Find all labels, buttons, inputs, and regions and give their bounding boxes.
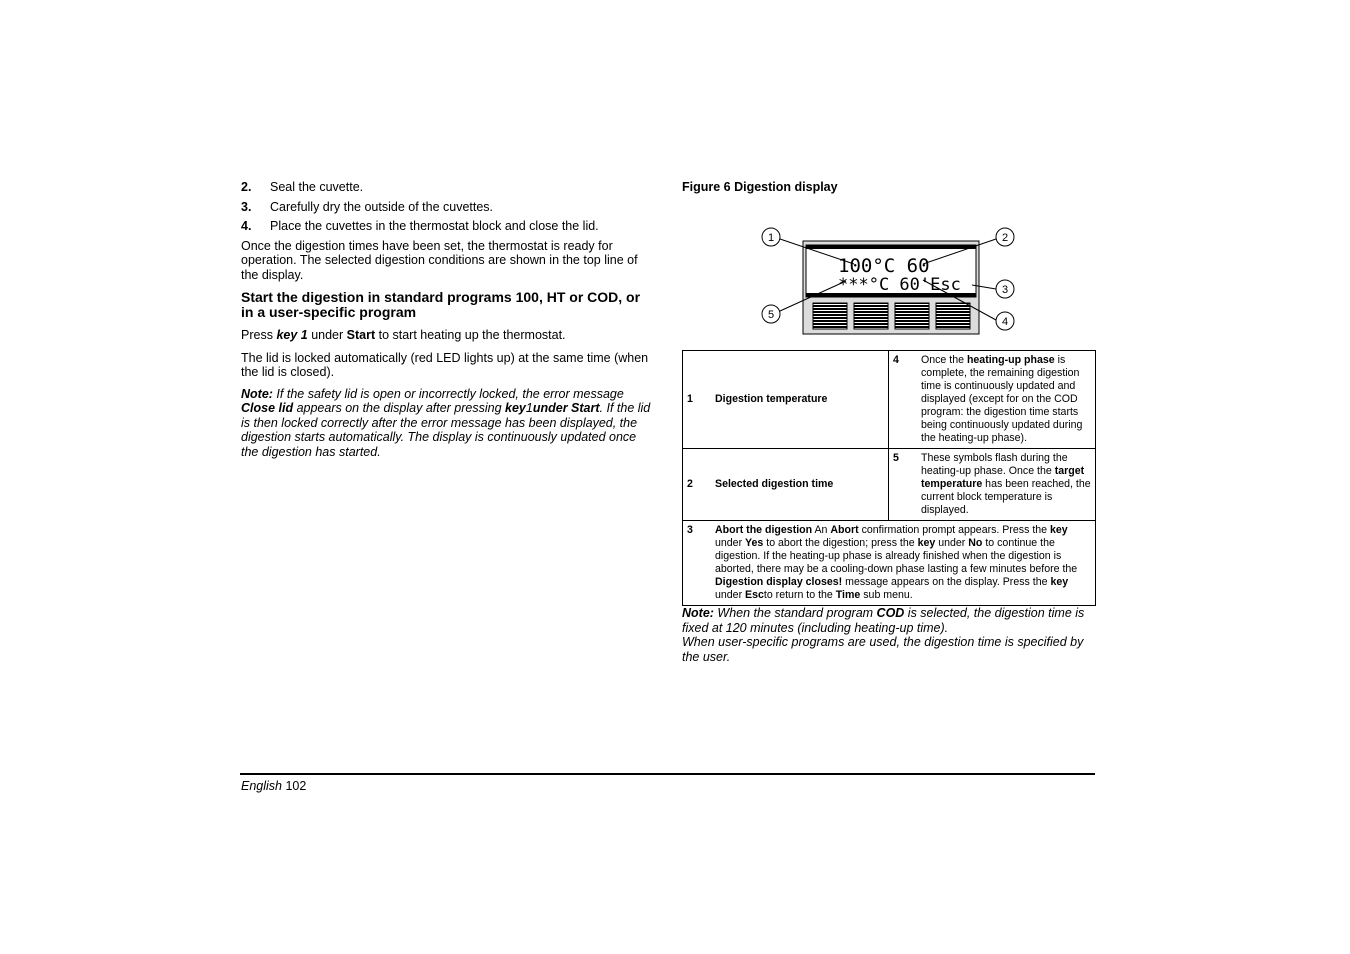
figure-title: Figure 6 Digestion display [682, 180, 838, 194]
start-label: Start [346, 328, 376, 342]
callout-label: 1 [767, 232, 775, 244]
step-number: 3. [241, 199, 252, 214]
text: to return to the [763, 589, 836, 601]
cod-label: COD [876, 606, 905, 620]
bold-term: Time [835, 589, 861, 601]
under-start-label: under Start [532, 401, 600, 415]
footer [241, 779, 306, 793]
legend-cell-3 [683, 521, 1096, 606]
bold-term: target temperature [921, 465, 1085, 490]
bold-term: Abort the digestion [715, 524, 813, 536]
table-row [683, 351, 1096, 449]
bold-term: Yes [745, 537, 764, 549]
text: Press [241, 328, 277, 342]
text: to start heating up the thermostat. [375, 328, 566, 342]
text: to abort the digestion; press the [763, 537, 918, 549]
text: under [935, 537, 969, 549]
text: to continue the digestion. If the heating-up phase is already finished when the digestion is aborted, there may be a cooling-down phase lasting a few minutes before the [715, 537, 1078, 575]
footer-language: English [241, 779, 282, 793]
text: is selected, the digestion time is fixed at 120 minutes (including heating-up time). [682, 606, 1085, 635]
step-4 [241, 219, 653, 234]
legend-number: 4 [893, 354, 899, 366]
bold-term: No [968, 537, 983, 549]
legend-cell-1 [683, 351, 889, 449]
callout-label: 3 [1001, 284, 1009, 296]
text: Once the [921, 354, 967, 366]
text: under [715, 537, 746, 549]
left-column [241, 180, 653, 465]
callout-label: 5 [767, 309, 775, 321]
intro-paragraph: Once the digestion times have been set, the thermostat is ready for operation. The selected digestion conditions are shown in the top line of the display. [241, 238, 638, 282]
step-number: 2. [241, 180, 252, 194]
table-row [683, 449, 1096, 521]
note-right [682, 606, 1096, 664]
text: message appears on the display. Press the [842, 576, 1051, 588]
key-label: key 1 [276, 328, 308, 342]
text: under [715, 589, 746, 601]
step-3 [241, 200, 653, 215]
note-label: Note: [682, 606, 714, 620]
digestion-display-figure [758, 224, 1020, 336]
bold-term: Esc [745, 589, 764, 601]
lid-locked-paragraph: The lid is locked automatically (red LED lights up) at the same time (when the lid is closed). [241, 350, 649, 379]
text: appears on the display after pressing [293, 401, 506, 415]
text: If the safety lid is open or incorrectly locked, the error message [272, 386, 624, 401]
step-text: Seal the cuvette. [270, 180, 364, 194]
close-lid-label: Close lid [241, 401, 294, 415]
note-label: Note: [241, 386, 273, 401]
callout-label: 2 [1001, 232, 1009, 244]
step-number: 4. [241, 219, 252, 233]
page-number: 102 [285, 779, 307, 793]
legend-cell-2 [683, 449, 889, 521]
text: confirmation prompt appears. Press the [858, 524, 1050, 536]
bold-term: heating-up phase [966, 354, 1055, 366]
note-paragraph [682, 606, 1096, 635]
legend-number: 3 [687, 524, 693, 536]
bold-term: key [1050, 576, 1069, 588]
step-text: Carefully dry the outside of the cuvettes. [270, 199, 494, 214]
key-label: key [505, 401, 526, 415]
text: . If the lid is then locked correctly after the error message has been displayed, the digestion starts automatically. The display is continuously updated once the digestion has started. [241, 401, 651, 459]
legend-number: 1 [687, 393, 693, 405]
lcd-top-bar [806, 245, 976, 249]
bold-term: Abort [830, 524, 859, 536]
legend-cell-5 [889, 449, 1096, 521]
section-heading: Start the digestion in standard programs 100, HT or COD, or in a user-specific program [241, 289, 641, 320]
bold-term: key [1050, 524, 1068, 536]
legend-cell-4 [889, 351, 1096, 449]
text: 1 [525, 401, 533, 415]
key-button[interactable] [854, 303, 888, 329]
bold-term: Digestion display closes! [715, 576, 843, 588]
press-key-paragraph [241, 328, 653, 343]
text: An [812, 524, 831, 536]
callout-label: 4 [1001, 316, 1009, 328]
text: These symbols flash during the heating-up phase. Once the [921, 452, 1068, 477]
legend-text: Selected digestion time [715, 478, 834, 490]
table-row [683, 521, 1096, 606]
key-button[interactable] [895, 303, 929, 329]
step-2 [241, 180, 653, 195]
step-text: Place the cuvettes in the thermostat block and close the lid. [270, 219, 599, 233]
key-button[interactable] [813, 303, 847, 329]
note-left [241, 387, 653, 460]
footer-rule [240, 773, 1095, 775]
text: has been reached, the current block temperature is displayed. [921, 478, 1091, 516]
legend-number: 2 [687, 478, 693, 490]
legend-table [682, 350, 1096, 606]
lcd-line-1: 100°C 60 [838, 255, 930, 277]
bold-term: key [917, 537, 936, 549]
text: under [307, 328, 347, 342]
text: is complete, the remaining digestion time is continuously updated and displayed (except for on the COD program: the digestion time starts being continuously updated during the heating-up phase). [921, 354, 1083, 444]
legend-text: Digestion temperature [715, 393, 828, 405]
digestion-display-diagram [758, 224, 1020, 336]
note-paragraph: When user-specific programs are used, the digestion time is specified by the user. [682, 635, 1084, 664]
legend-number: 5 [893, 452, 899, 464]
lcd-line-2: ***°C 60'Esc [838, 275, 961, 295]
text: When the standard program [713, 606, 877, 620]
text: sub menu. [860, 589, 913, 601]
key-button[interactable] [936, 303, 970, 329]
right-column [682, 180, 1096, 664]
